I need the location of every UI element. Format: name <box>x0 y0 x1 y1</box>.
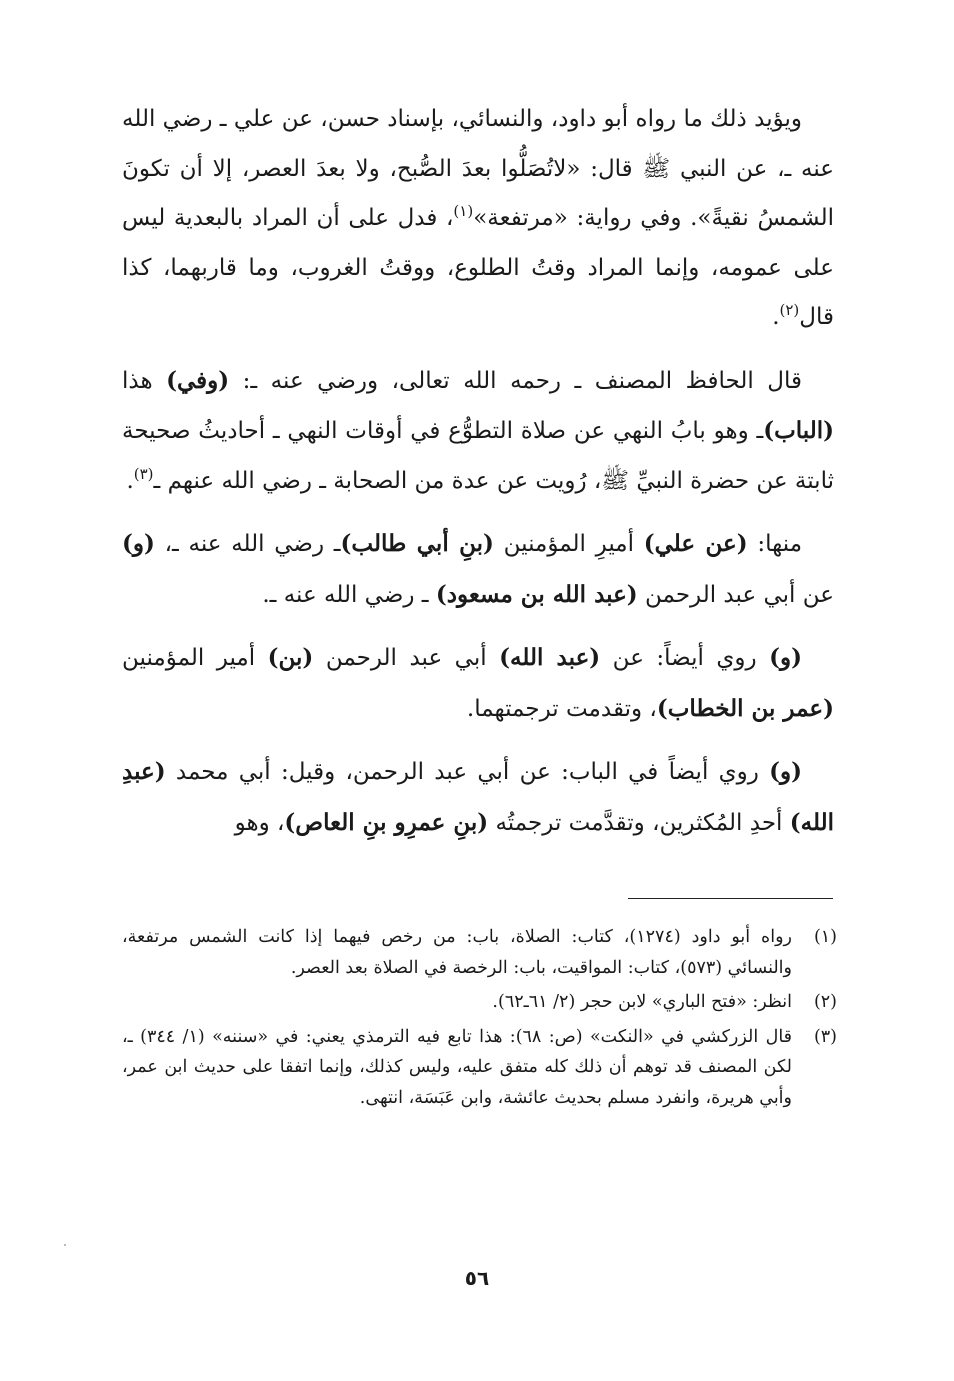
paragraph <box>122 95 834 343</box>
footnote <box>122 922 837 983</box>
text-run: ـ وهو بابُ النهي عن صلاة التطوُّع في أوقات النهي ـ أحاديثُ صحيحة ثابتة عن حضرة النبيِّ ﷺ، رُويت عن عدة من الصحابة ـ رضي الله عنهم ـ <box>122 418 834 494</box>
footnote-reference: (٢) <box>779 301 800 319</box>
text-run: ، فدل على أن المراد بالبعدية ليس على عمومه، وإنما المراد وقتُ الطلوع، ووقتُ الغروب، وما قاربهما، كذا قال <box>122 205 834 330</box>
text-run: أميرِ المؤمنين <box>493 531 644 557</box>
bold-term: (عبد الله بن مسعود) <box>435 580 638 608</box>
footnote <box>122 987 837 1018</box>
page-number: ٥٦ <box>464 1266 490 1290</box>
text-run: أمير المؤمنين <box>122 645 268 671</box>
paragraph <box>122 356 834 507</box>
text-run: . <box>126 467 134 494</box>
bold-term: (بن) <box>267 644 314 671</box>
scan-speck <box>64 1244 66 1246</box>
text-run: ويؤيد ذلك ما رواه أبو داود، والنسائي، بإسناد حسن، عن علي ـ رضي الله عنه ـ، عن النبي ﷺ قال: «لاتُصَلُّوا بعدَ الصُّبح، ولا بعدَ العصر، إلا أن تكونَ الشمسُ نقيةً». وفي رواية: «مرتفعة» <box>122 106 834 231</box>
text-run: روي أيضاً في الباب: عن أبي عبد الرحمن، وقيل: أبي محمد <box>165 759 770 785</box>
footnote <box>122 1022 837 1114</box>
bold-term: (بنِ أبي طالب) <box>340 530 494 557</box>
bold-term: (بنِ عمرِو بنِ العاص) <box>284 808 489 836</box>
footnote-reference: (٣) <box>133 464 154 483</box>
bold-term: (عمر بن الخطاب) <box>656 694 834 722</box>
footnote-number: (١) <box>813 927 837 947</box>
paragraph <box>122 633 834 734</box>
paragraph <box>122 519 834 620</box>
bold-term: (الباب) <box>763 417 834 444</box>
text-run: منها: <box>747 531 803 557</box>
footnote-number: (٢) <box>813 992 837 1012</box>
bold-term: (و) <box>769 758 802 785</box>
text-run: . <box>772 304 780 330</box>
text-run: قال الحافظ المصنف ـ رحمه الله تعالى، ورضي عنه ـ: <box>229 367 802 394</box>
bold-term: (عبدِ الله) <box>122 758 834 836</box>
paragraph <box>122 747 834 848</box>
text-run: أبي عبد الرحمن <box>313 645 500 671</box>
bold-term: (عن علي) <box>643 530 748 557</box>
footnote-number: (٣) <box>813 1026 837 1047</box>
footnotes <box>122 922 837 1117</box>
footnote-separator <box>628 898 833 899</box>
text-run: هذا <box>122 367 167 394</box>
bold-term: (و) <box>769 644 803 671</box>
text-run: ، وتقدمت ترجمتهما. <box>466 695 657 722</box>
footnote-text: انظر: «فتح الباري» لابن حجر (٢/ ٦١ـ٦٢). <box>492 992 792 1012</box>
bold-term: (وفي) <box>166 366 230 394</box>
footnote-text: رواه أبو داود (١٢٧٤)، كتاب: الصلاة، باب: من رخص فيهما إذا كانت الشمس مرتفعة، والنسائي (٥٧٣)، كتاب: المواقيت، باب: الرخصة في الصلاة بعد العصر. <box>122 927 792 978</box>
bold-term: (عبد الله) <box>499 644 601 671</box>
text-run: ، وهو <box>234 809 285 836</box>
text-run: أحدِ المُكثرين، وتقدَّمت ترجمتُه <box>488 809 790 836</box>
text-run: ـ رضي الله عنه ـ، <box>154 531 341 557</box>
text-run: ـ رضي الله عنه ـ. <box>262 581 436 608</box>
footnote-text: قال الزركشي في «النكت» (ص: ٦٨): هذا تابع فيه الترمذي يعني: في «سننه» (١/ ٣٤٤) ـ، لكن المصنف قد توهم أن ذلك كله متفق عليه، وليس كذلك، وإنما اتفقا على حديث ابن عمر، وأبي هريرة، وانفرد مسلم بحديث عائشة، وابن عَبَسَة، انتهى. <box>122 1026 793 1108</box>
footnote-reference: (١) <box>453 202 474 220</box>
main-text <box>122 95 834 848</box>
text-run: روي أيضاً: عن <box>600 645 770 671</box>
bold-term: (و) <box>122 530 155 557</box>
text-run: عن أبي عبد الرحمن <box>637 581 834 608</box>
